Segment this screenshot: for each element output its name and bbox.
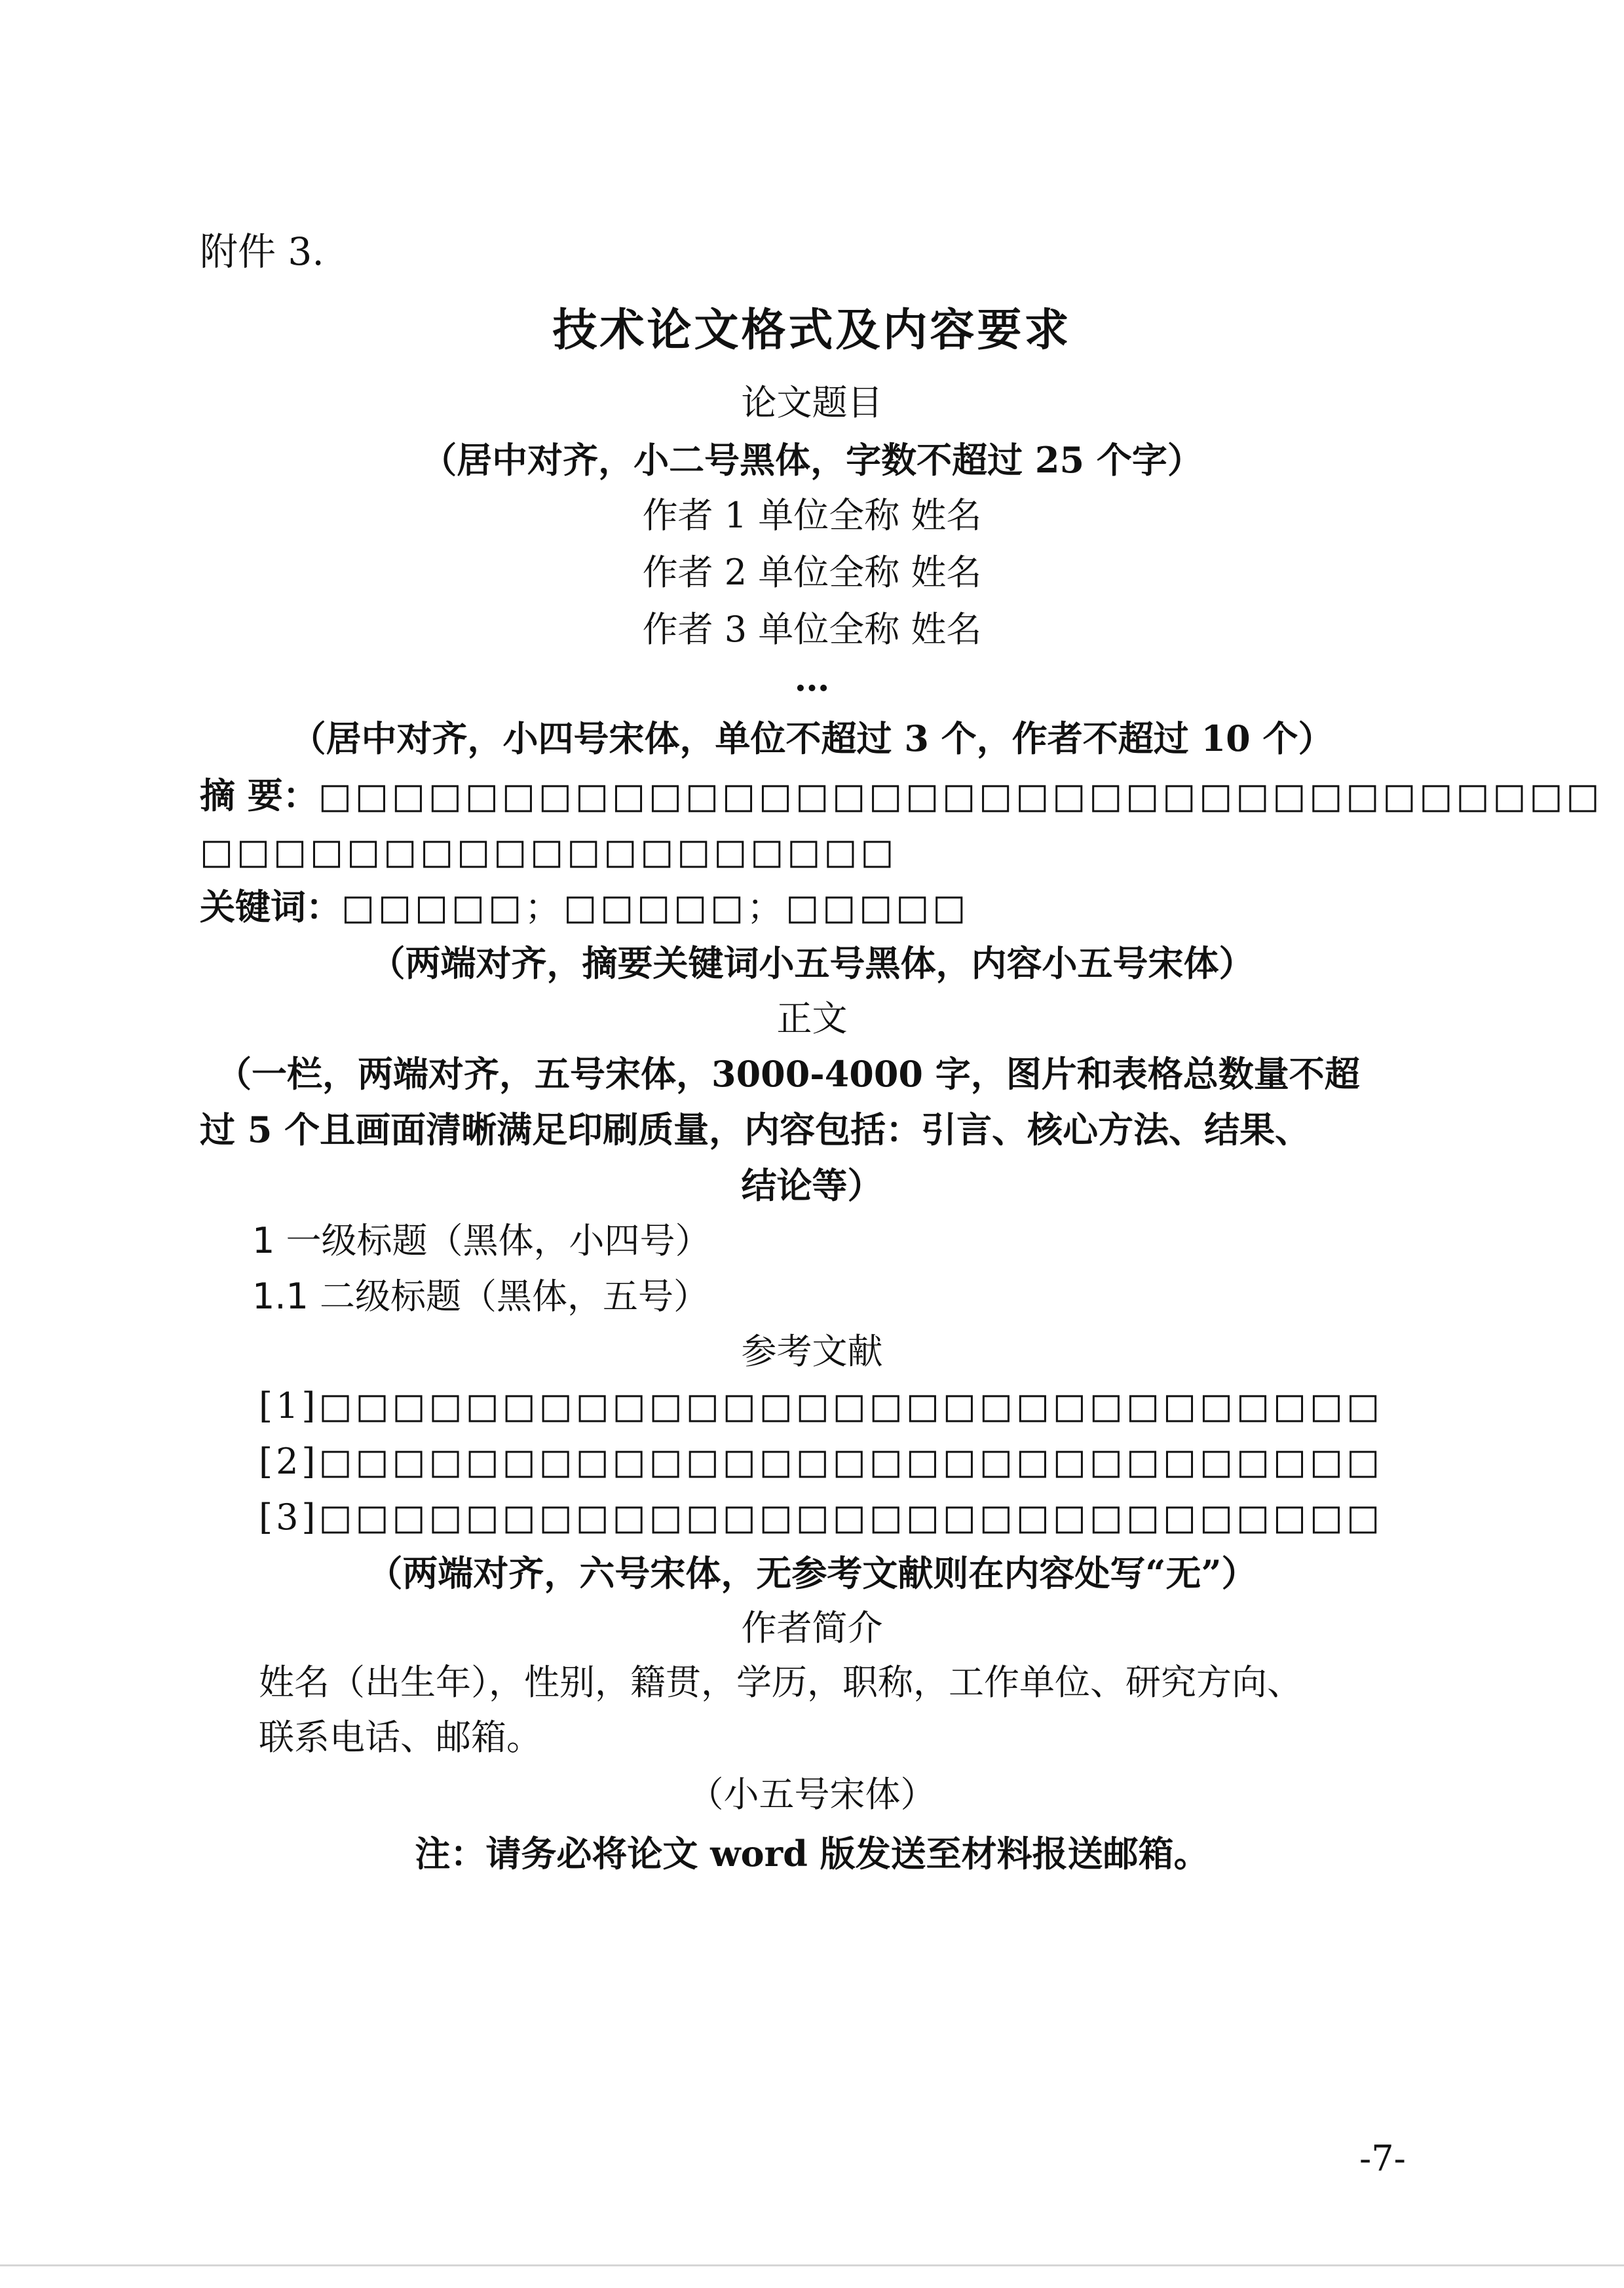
abstract-label: 摘 要： bbox=[200, 775, 318, 816]
author-line-1: 作者 1 单位全称 姓名 bbox=[642, 495, 982, 536]
heading-level-1: 1 一级标题（黑体，小四号） bbox=[252, 1220, 711, 1261]
body-label: 正文 bbox=[776, 998, 848, 1039]
page-title: 技术论文格式及内容要求 bbox=[552, 304, 1072, 356]
page-number: -7- bbox=[1359, 2138, 1406, 2179]
author-ellipsis: … bbox=[794, 657, 830, 699]
author-bio-line-1: 姓名（出生年），性别，籍贯，学历，职称，工作单位、研究方向、 bbox=[259, 1662, 1302, 1703]
author-note: （居中对齐，小四号宋体，单位不超过 3 个，作者不超过 10 个） bbox=[290, 717, 1334, 759]
keywords-note: （两端对齐，摘要关键词小五号黑体，内容小五号宋体） bbox=[369, 942, 1255, 984]
body-note-line-1: （一栏，两端对齐，五号宋体，3000-4000 字，图片和表格总数量不超 bbox=[216, 1053, 1360, 1095]
footnote: 注：请务必将论文 word 版发送至材料报送邮箱。 bbox=[415, 1833, 1209, 1875]
keywords-content: □□□□□；□□□□□；□□□□□ bbox=[341, 887, 970, 928]
heading-level-2: 1.1 二级标题（黑体，五号） bbox=[252, 1276, 709, 1317]
keywords-line bbox=[200, 887, 970, 928]
references-note: （两端对齐，六号宋体，无参考文献则在内容处写“无”） bbox=[367, 1552, 1257, 1594]
attachment-label: 附件 3. bbox=[200, 229, 324, 274]
abstract-line-1 bbox=[200, 775, 1603, 816]
abstract-content-1: □□□□□□□□□□□□□□□□□□□□□□□□□□□□□□□□□□□ bbox=[318, 775, 1603, 816]
paper-title-note: （居中对齐，小二号黑体，字数不超过 25 个字） bbox=[421, 439, 1203, 481]
bottom-border-line bbox=[0, 2264, 1624, 2266]
body-note-line-2: 过 5 个且画面清晰满足印刷质量，内容包括：引言、核心方法、结果、 bbox=[200, 1109, 1311, 1151]
author-bio-note: （小五号宋体） bbox=[688, 1774, 936, 1815]
author-line-3: 作者 3 单位全称 姓名 bbox=[642, 609, 982, 650]
reference-item-1: [1]□□□□□□□□□□□□□□□□□□□□□□□□□□□□□ bbox=[259, 1385, 1384, 1426]
paper-title-label: 论文题目 bbox=[741, 382, 883, 423]
references-label: 参考文献 bbox=[741, 1331, 883, 1372]
author-line-2: 作者 2 单位全称 姓名 bbox=[642, 552, 982, 593]
abstract-content-2: □□□□□□□□□□□□□□□□□□□ bbox=[200, 831, 897, 872]
author-bio-label: 作者简介 bbox=[741, 1607, 883, 1649]
reference-item-2: [2]□□□□□□□□□□□□□□□□□□□□□□□□□□□□□ bbox=[259, 1441, 1384, 1482]
author-bio-line-2: 联系电话、邮箱。 bbox=[259, 1717, 542, 1758]
body-note-line-3: 结论等） bbox=[741, 1164, 883, 1206]
keywords-label: 关键词： bbox=[200, 887, 341, 928]
reference-item-3: [3]□□□□□□□□□□□□□□□□□□□□□□□□□□□□□ bbox=[259, 1497, 1384, 1538]
